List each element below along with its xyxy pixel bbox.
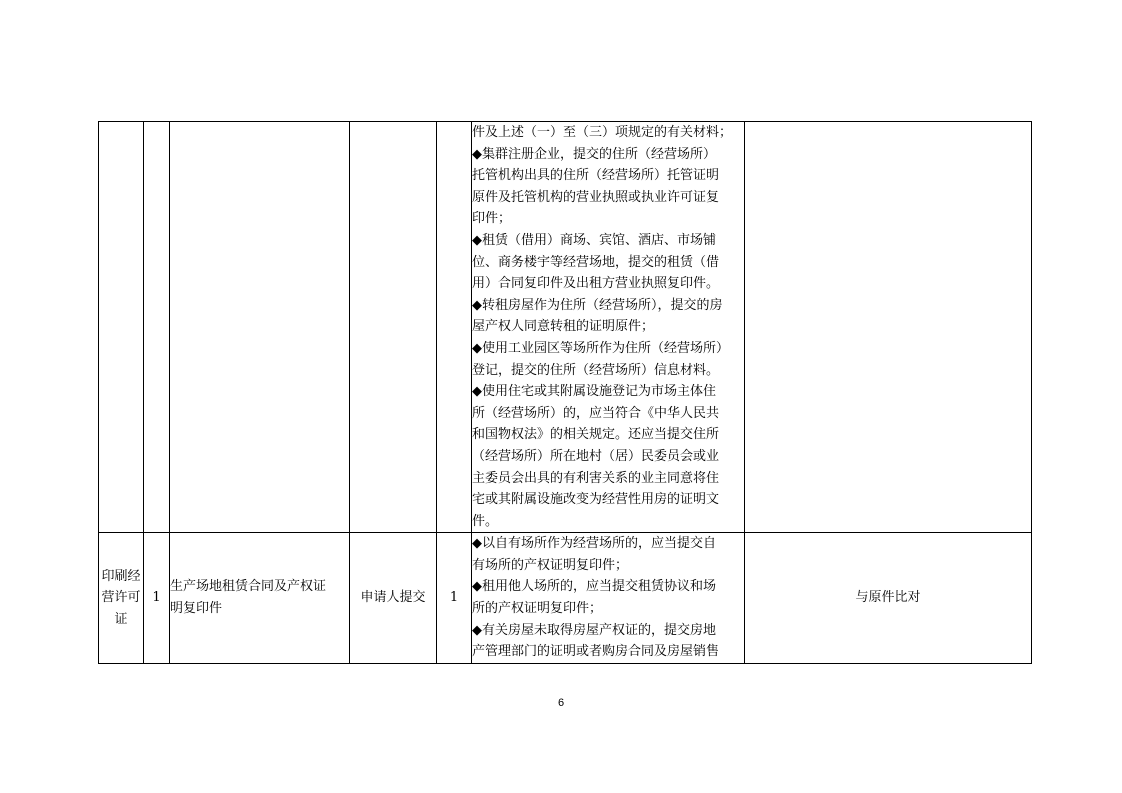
requirement-line: ◆以自有场所作为经营场所的，应当提交自 xyxy=(472,536,716,552)
material-name-line: 明复印件 xyxy=(170,601,223,617)
copies-cell: 1 xyxy=(437,533,472,664)
requirement-line: ◆集群注册企业，提交的住所（经营场所） xyxy=(472,146,716,162)
note-cell xyxy=(745,122,1032,533)
requirement-line: 主委员会出具的有利害关系的业主同意将住 xyxy=(472,470,720,486)
requirement-line: 屋产权人同意转租的证明原件； xyxy=(472,319,655,335)
material-name-cell xyxy=(170,122,350,533)
requirement-line: 托管机构出具的住所（经营场所）托管证明 xyxy=(472,168,720,184)
requirement-line: 所（经营场所）的，应当符合《中华人民共 xyxy=(472,405,720,421)
requirement-line: 有场所的产权证明复印件； xyxy=(472,557,629,573)
table-row xyxy=(99,533,1032,664)
requirement-line: 所的产权证明复印件； xyxy=(472,601,603,617)
license-name-cell xyxy=(99,122,144,533)
requirement-line: （经营场所）所在地村（居）民委员会或业 xyxy=(472,448,720,464)
material-name-cell xyxy=(170,533,350,664)
requirement-line: 宅或其附属设施改变为经营性用房的证明文 xyxy=(472,492,720,508)
source-cell: 申请人提交 xyxy=(350,533,437,664)
requirement-cell xyxy=(472,122,745,533)
table-row xyxy=(99,122,1032,533)
requirement-cell xyxy=(472,533,745,664)
requirement-line: 和国物权法》的相关规定。还应当提交住所 xyxy=(472,427,720,443)
requirement-line: ◆有关房屋未取得房屋产权证的，提交房地 xyxy=(472,622,716,638)
requirement-line: 件及上述（一）至（三）项规定的有关材料； xyxy=(472,125,733,140)
requirement-line: 用）合同复印件及出租方营业执照复印件。 xyxy=(472,276,720,292)
materials-table xyxy=(98,121,1032,664)
license-name-line: 印刷经 xyxy=(101,568,141,584)
requirement-line: ◆租赁（借用）商场、宾馆、酒店、市场铺 xyxy=(472,232,716,248)
note-cell: 与原件比对 xyxy=(745,533,1032,664)
requirement-line: ◆转租房屋作为住所（经营场所），提交的房 xyxy=(472,297,723,313)
requirement-line: 产管理部门的证明或者购房合同及房屋销售 xyxy=(472,644,720,660)
requirement-line: 件。 xyxy=(472,513,499,529)
requirement-line: 登记，提交的住所（经营场所）信息材料。 xyxy=(472,362,720,378)
copies-cell xyxy=(437,122,472,533)
source-cell xyxy=(350,122,437,533)
license-name-line: 营许可 xyxy=(101,590,141,606)
license-name-cell xyxy=(99,533,144,664)
requirement-line: ◆使用工业园区等场所作为住所（经营场所） xyxy=(472,340,729,356)
page-number: 6 xyxy=(557,697,565,709)
requirement-line: 印件； xyxy=(472,211,512,227)
index-cell xyxy=(144,122,170,533)
requirement-line: ◆使用住宅或其附属设施登记为市场主体住 xyxy=(472,384,716,400)
requirement-line: 位、商务楼宇等经营场地，提交的租赁（借 xyxy=(472,254,720,270)
material-name-line: 生产场地租赁合同及产权证 xyxy=(170,579,327,595)
license-name-line: 证 xyxy=(114,611,128,627)
index-cell: 1 xyxy=(144,533,170,664)
requirement-line: 原件及托管机构的营业执照或执业许可证复 xyxy=(472,189,720,205)
requirement-line: ◆租用他人场所的，应当提交租赁协议和场 xyxy=(472,579,716,595)
